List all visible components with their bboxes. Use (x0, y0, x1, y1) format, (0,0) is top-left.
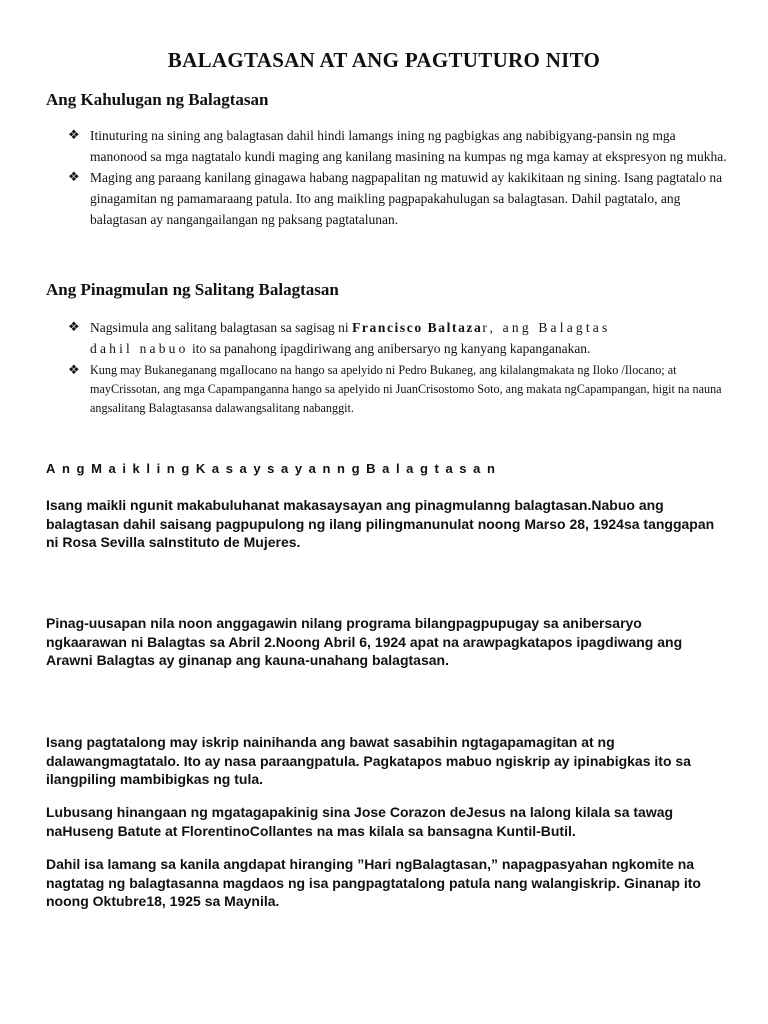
bullet-text: Maging ang paraang kanilang ginagawa habang nagpapalitan ng matuwid ay kakikitaan ng sining. Isang pagtatalo na ginagamitan ng pamamaraang patula. Ito ang maikling pagpapakahulugan sa balagtasan. Dahil pagtatalo, ang balagtasan ay nangangailangan ng paksang pagtatalunan. (90, 170, 723, 227)
bullet-text: Kung may Bukaneganang mgaIlocano na hango sa apelyido ni Pedro Bukaneg, ang kilalangmakata ng Iloko /Ilocano; at mayCrissotan, ang mga Capampanganna hango sa apelyido ni JuanCrisostomo Soto, ang makata ngCapampangan, higit na nauna angsalitang Balagtasansa dalawangsalitang nabanggit. (90, 363, 722, 415)
paragraph: Isang pagtatalong may iskrip nainihanda ang bawat sasabihin ngtagapamagitan at ng dalawangmagtatalo. Ito ay nasa paraangpatula. Pagkatapos mabuo ngiskrip ay ipinabigkas ito sa ilangpiling mambibigkas ng tula. (46, 734, 691, 787)
list-item (68, 125, 728, 167)
bullet-text-pre: Nagsimula ang salitang balagtasan sa sagisag ni (90, 320, 353, 335)
paragraph: Isang maikli ngunit makabuluhanat makasaysayan ang pinagmulanng balagtasan.Nabuo ang balagtasan dahil saisang pagpupulong ng ilang pilingmanunulat noong Marso 28, 1924sa tanggapan ni Rosa Sevilla saInstituto de Mujeres. (46, 497, 715, 550)
list-item (68, 361, 728, 418)
paragraph: Lubusang hinangaan ng mgatagapakinig sina Jose Corazon deJesus na lalong kilala sa tawag naHuseng Batute at FlorentinoCollantes na mas kilala sa bansagna Kuntil-Butil. (46, 804, 674, 839)
paragraph: Pinag-uusapan nila noon anggagawin nilang programa bilangpagpupugay sa anibersaryo ngkaarawan ni Balagtas sa Abril 2.Noong Abril 6, 1924 apat na arawpagkatapos ipagdiwang ang Arawni Balagtas ay ginanap ang kauna-unahang balagtasan. (46, 615, 683, 668)
bullet-text: Itinuturing na sining ang balagtasan dahil hindi lamangs ining ng pagbigkas ang nabibigyang-pansin ng mga manonood sa mga nagtatalo kundi maging ang kanilang masining na kumpas ng mga kamay at ekspresyon ng mukha. (90, 128, 727, 164)
bullet-text-post: ito sa panahong ipagdiriwang ang anibersaryo ng kanyang kapanganakan. (188, 341, 591, 356)
section-heading-pinagmulan: Ang Pinagmulan ng Salitang Balagtasan (46, 280, 339, 299)
bullet-text-spaced-2: dahil nabuo (90, 341, 189, 356)
bullet-text-spaced: r, ang Balagtas (482, 320, 611, 335)
kahulugan-bullet-list (68, 125, 728, 230)
pinagmulan-bullet-list (68, 317, 728, 418)
paragraph: Dahil isa lamang sa kanila angdapat hiranging ”Hari ngBalagtasan,” napagpasyahan ngkomite na nagtatag ng balagtasanna magdaos ng isa pangpagtatalong patula nang walangiskrip. Ginanap ito noong Oktubre18, 1925 sa Maynila. (46, 856, 701, 909)
diamond-bullet-icon: ❖ (68, 128, 80, 143)
name-francisco-baltazar: Francisco Baltaza (352, 320, 483, 335)
section-heading-kahulugan: Ang Kahulugan ng Balagtasan (46, 90, 269, 109)
diamond-bullet-icon: ❖ (68, 363, 80, 378)
list-item (68, 317, 728, 359)
section-heading-kasaysayan: AngMaiklingKasaysayanngBalagtasan (46, 461, 502, 476)
document-title: BALAGTASAN AT ANG PAGTUTURO NITO (167, 48, 601, 72)
diamond-bullet-icon: ❖ (68, 170, 80, 185)
diamond-bullet-icon: ❖ (68, 320, 80, 335)
list-item (68, 167, 728, 230)
